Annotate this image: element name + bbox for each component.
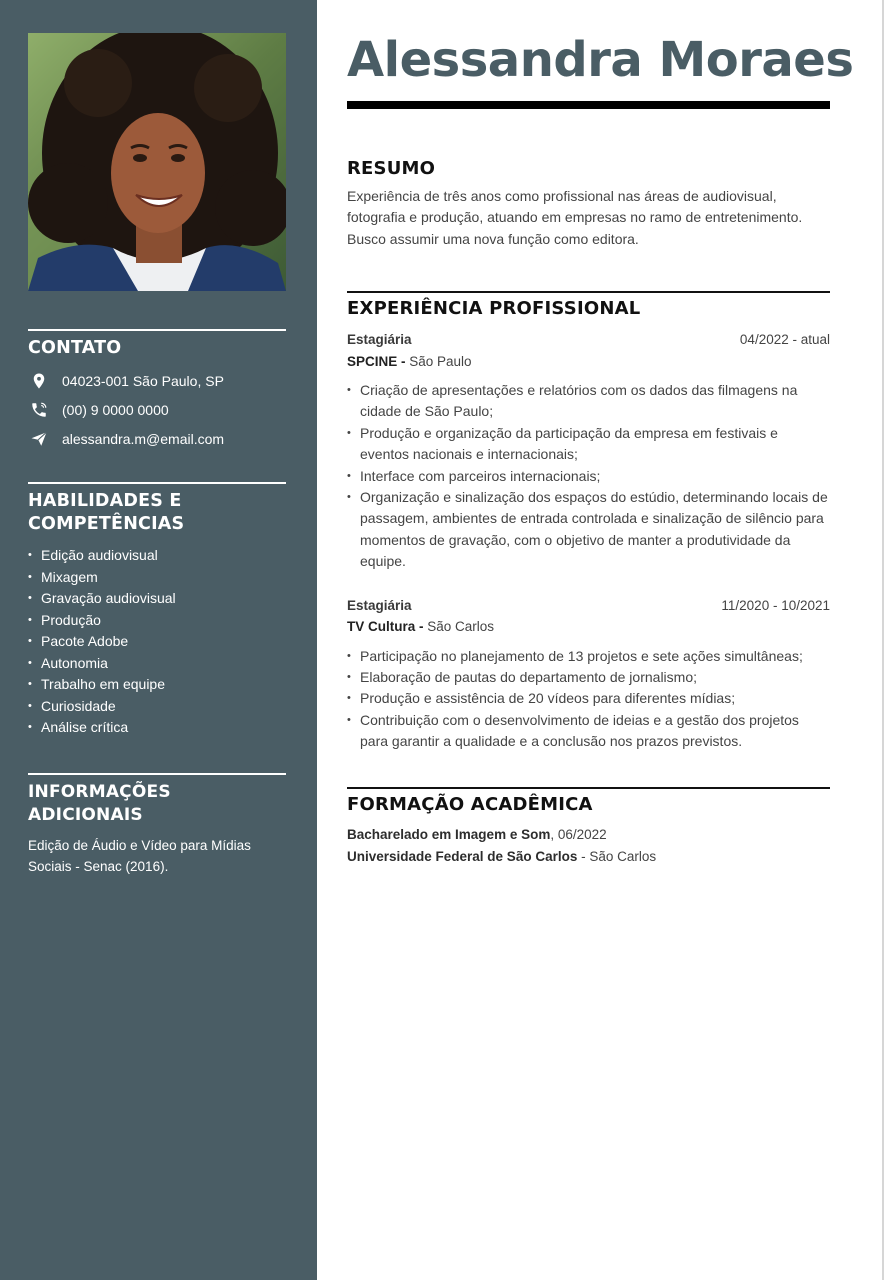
contact-email-text: alessandra.m@email.com [62,430,225,447]
job-bullets [347,380,830,573]
skill-item: • Autonomia [28,653,286,675]
skills-list [28,545,286,739]
education-heading: FORMAÇÃO ACADÊMICA [347,794,593,815]
experience-section [347,291,830,753]
job-company [347,351,830,373]
summary-text: Experiência de três anos como profissional nas áreas de audiovisual, fotografia e produção, atuando em empresas no ramo de entretenimento. Busco assumir uma nova função como editora. [347,188,803,247]
additional-info-heading: INFORMAÇÕES ADICIONAIS [28,782,171,825]
contact-address-text: 04023-001 São Paulo, SP [62,372,224,389]
summary-section [347,157,830,250]
name-underline [347,101,830,109]
institution-name: Universidade Federal de São Carlos [347,849,578,864]
job-date: 11/2020 - 10/2021 [721,597,830,613]
contact-section [28,329,286,453]
company-name: TV Cultura - [347,619,424,635]
skill-item: • Análise crítica [28,717,286,739]
skill-item: • Trabalho em equipe [28,674,286,696]
profile-photo [28,33,286,291]
job-bullet: • Participação no planejamento de 13 projetos e sete ações simultâneas; [347,646,830,667]
skill-item: • Curiosidade [28,696,286,718]
contact-divider [28,329,286,331]
paper-plane-icon [28,429,50,449]
skill-item: • Edição audiovisual [28,545,286,567]
skill-item: • Gravação audiovisual [28,588,286,610]
job-bullet: • Interface com parceiros internacionais; [347,466,830,487]
company-location: São Paulo [405,353,472,369]
skills-heading: HABILIDADES E COMPETÊNCIAS [28,491,185,534]
experience-divider [347,291,830,293]
contact-phone [28,395,286,424]
education-institution [347,846,830,868]
job-title: Estagiária [347,597,412,613]
contact-email [28,424,286,453]
contact-address [28,366,286,395]
company-name: SPCINE - [347,353,406,369]
additional-info-text: Edição de Áudio e Vídeo para Mídias Sociais - Senac (2016). [28,838,251,874]
additional-info-divider [28,773,286,775]
skill-item: • Mixagem [28,567,286,589]
sidebar [0,0,317,1280]
company-location: São Carlos [423,619,495,635]
education-divider [347,787,830,789]
skill-item: • Produção [28,610,286,632]
phone-icon [28,400,50,420]
job-bullet: • Criação de apresentações e relatórios com os dados das filmagens na cidade de São Paulo; [347,380,830,423]
summary-heading: RESUMO [347,158,436,179]
degree-name: Bacharelado em Imagem e Som [347,827,551,842]
job-bullet: • Produção e assistência de 20 vídeos para diferentes mídias; [347,688,830,709]
job-entry [347,329,830,573]
job-company [347,616,830,638]
job-entry [347,595,830,753]
location-pin-icon [28,371,50,391]
degree-date: , 06/2022 [550,827,607,842]
job-title: Estagiária [347,332,412,347]
candidate-name: Alessandra Moraes [347,32,854,88]
contact-heading: CONTATO [28,338,122,358]
skill-item: • Pacote Adobe [28,631,286,653]
job-bullet: • Produção e organização da participação da empresa em festivais e eventos nacionais e internacionais; [347,423,830,466]
job-bullet: • Contribuição com o desenvolvimento de ideias e a gestão dos projetos para garantir a qualidade e a conclusão nos prazos previstos. [347,710,830,753]
skills-section [28,482,286,739]
job-date: 04/2022 - atual [739,332,830,347]
additional-info-section [28,773,286,877]
experience-heading: EXPERIÊNCIA PROFISSIONAL [347,298,641,319]
job-bullet: • Organização e sinalização dos espaços do estúdio, determinando locais de passagem, ambientes de entrada controlada e sinalização de silêncio para momentos de gravação, com o objetivo de manter a produtividade da equipe. [347,487,830,573]
profile-photo-image [28,33,286,291]
institution-location: - São Carlos [577,849,657,864]
education-section [347,787,830,868]
job-bullets [347,646,830,753]
education-degree [347,824,830,846]
job-bullet: • Elaboração de pautas do departamento de jornalismo; [347,667,830,688]
contact-phone-text: (00) 9 0000 0000 [62,401,169,418]
skills-divider [28,482,286,484]
